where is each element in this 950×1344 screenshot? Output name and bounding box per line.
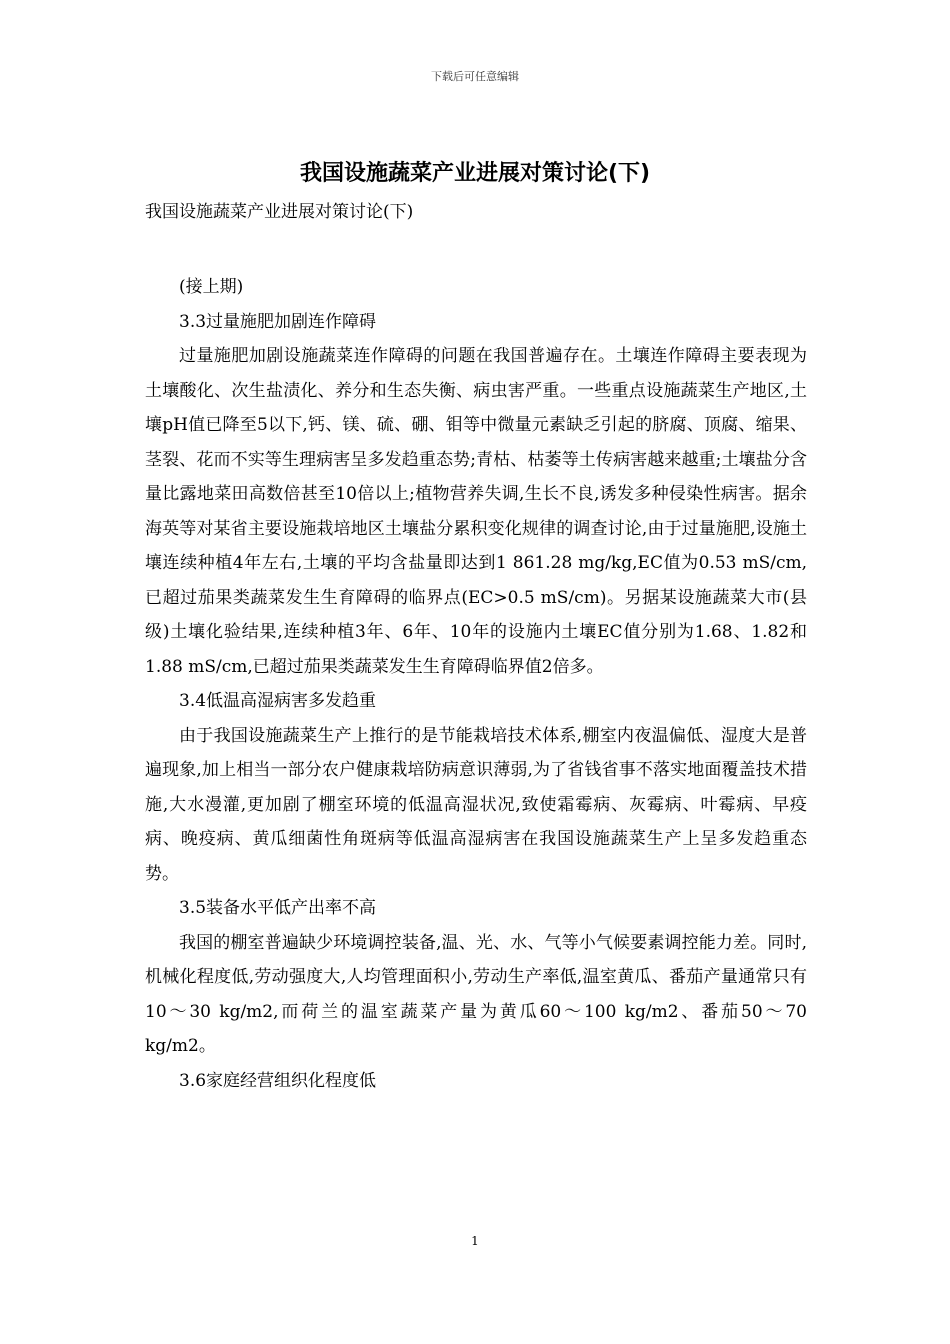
section-heading-3-4: 3.4低温高湿病害多发趋重 bbox=[179, 691, 377, 711]
section-heading-3-3: 3.3过量施肥加剧连作障碍 bbox=[179, 311, 377, 332]
section-heading-3-5: 3.5装备水平低产出率不高 bbox=[179, 898, 377, 918]
page-header-note: 下载后可任意编辑 bbox=[431, 70, 519, 83]
section-heading-3-6: 3.6家庭经营组织化程度低 bbox=[179, 1070, 377, 1091]
body-paragraph: 过量施肥加剧设施蔬菜连作障碍的问题在我国普遍存在。土壤连作障碍主要表现为土壤酸化、次生盐渍化、养分和生态失衡、病虫害严重。一些重点设施蔬菜生产地区,土壤pH值已降至5以下,钙、镁、硫、硼、钼等中微量元素缺乏引起的脐腐、顶腐、缩果、茎裂、花而不实等生理病害呈多发趋重态势;青枯、枯萎等土传病害越来越重;土壤盐分含量比露地菜田高数倍甚至10倍以上;植物营养失调,生长不良,诱发多种侵染性病害。据余海英等对某省主要设施栽培地区土壤盐分累积变化规律的调查讨论,由于过量施肥,设施土壤连续种植4年左右,土壤的平均含盐量即达到1 861.28 mg/kg,EC值为0.53 mS/cm,已超过茄果类蔬菜发生生育障碍的临界点(EC>0.5 mS/cm)。另据某设施蔬菜大市(县级)土壤化验结果,连续种植3年、6年、10年的设施内土壤EC值分别为1.68、1.82和1.88 mS/cm,已超过茄果类蔬菜发生生育障碍临界值2倍多。 bbox=[145, 346, 807, 677]
document-title: 我国设施蔬菜产业进展对策讨论(下) bbox=[299, 161, 651, 186]
page-number: 1 bbox=[471, 1234, 479, 1248]
continuation-note: (接上期) bbox=[179, 277, 244, 297]
body-paragraph: 由于我国设施蔬菜生产上推行的是节能栽培技术体系,棚室内夜温偏低、湿度大是普遍现象,加上相当一部分农户健康栽培防病意识薄弱,为了省钱省事不落实地面覆盖技术措施,大水漫灌,更加剧了棚室环境的低温高湿状况,致使霜霉病、灰霉病、叶霉病、早疫病、晚疫病、黄瓜细菌性角斑病等低温高湿病害在我国设施蔬菜生产上呈多发趋重态势。 bbox=[145, 725, 807, 884]
document-body bbox=[145, 270, 807, 1098]
body-paragraph: 我国的棚室普遍缺少环境调控装备,温、光、水、气等小气候要素调控能力差。同时,机械化程度低,劳动强度大,人均管理面积小,劳动生产率低,温室黄瓜、番茄产量通常只有10～30 kg/m2,而荷兰的温室蔬菜产量为黄瓜60～100 kg/m2、番茄50～70 kg/m2。 bbox=[145, 932, 807, 1056]
document-subtitle: 我国设施蔬菜产业进展对策讨论(下) bbox=[145, 202, 414, 222]
